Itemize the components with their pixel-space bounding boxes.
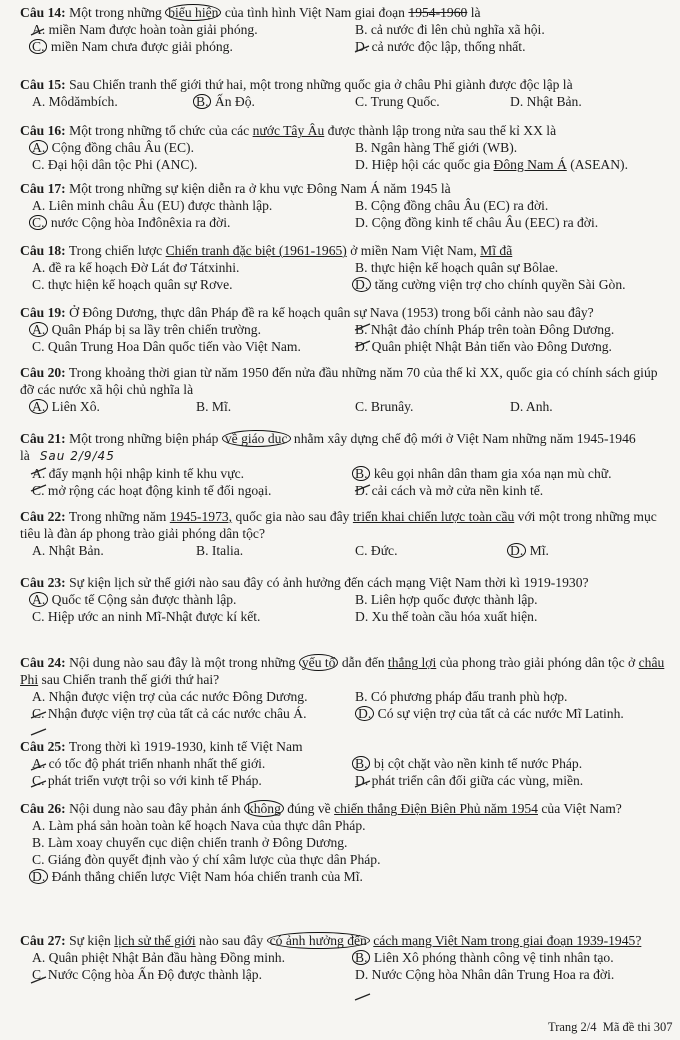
option-d[interactable]: D. Hiệp hội các quốc gia Đông Nam Á (ASEAN). bbox=[355, 157, 628, 172]
question-16: Câu 16: Một trong những tổ chức của các nước Tây Âu được thành lập trong nửa sau thế kỉ XX là A. Cộng đồng châu Âu (EC). B. Ngân hàng Thế giới (WB). C. Đại hội dân tộc Phi (ANC). D. Hiệp hội các quốc gia Đông Nam Á (ASEAN). bbox=[20, 123, 628, 172]
option-d[interactable]: D. Mĩ. bbox=[510, 542, 549, 559]
option-d[interactable]: D. Có sự viện trợ của tất cả các nước Mĩ Latinh. bbox=[358, 705, 624, 722]
page-footer: Trang 2/4 Mã đề thi 307 bbox=[548, 1020, 673, 1034]
option-d[interactable]: D. Nước Cộng hòa Nhân dân Trung Hoa ra đời. bbox=[355, 967, 615, 982]
option-c[interactable]: C. Đại hội dân tộc Phi (ANC). bbox=[32, 157, 198, 172]
option-a[interactable]: A. Nhật Bản. bbox=[32, 543, 104, 558]
option-c[interactable]: C. thực hiện kế hoạch quân sự Rơve. bbox=[32, 277, 233, 292]
option-a[interactable]: A. Cộng đồng châu Âu (EC). bbox=[32, 139, 194, 156]
option-a[interactable]: A. Làm phá sản hoàn toàn kế hoạch Nava của thực dân Pháp. bbox=[32, 818, 366, 833]
strike-mark bbox=[355, 994, 370, 1000]
option-b[interactable]: B. Làm xoay chuyển cục diện chiến tranh ở Đông Dương. bbox=[32, 835, 348, 850]
option-c[interactable]: C. Brunây. bbox=[355, 399, 414, 414]
option-a[interactable]: A. Liên minh châu Âu (EU) được thành lập. bbox=[32, 198, 273, 213]
question-25: Câu 25: Trong thời kì 1919-1930, kinh tế Việt Nam A. có tốc độ phát triển nhanh nhất thế giới. B. bị cột chặt vào nền kinh tế nước Pháp. C. phát triển vượt trội so với kinh tế Pháp. D. phát triển cân đối giữa các vùng, miền. bbox=[20, 739, 584, 788]
question-20: Câu 20: Trong khoảng thời gian từ năm 1950 đến nửa đầu những năm 70 của thế kỉ XX, quốc gia có chính sách giúp đỡ các nước xã hội chủ nghĩa là A. Liên Xô. B. Mĩ. C. Brunây. D. Anh. bbox=[20, 365, 658, 414]
question-27: Câu 27: Sự kiện lịch sử thế giới nào sau đây có ảnh hưởng đến cách mạng Việt Nam trong giai đoạn 1939-1945? A. Quân phiệt Nhật Bản đầu hàng Đồng minh. B. Liên Xô phóng thành công vệ tinh nhân tạo. C. Nước Cộng hòa Ấn Độ được thành lập. D. Nước Cộng hòa Nhân dân Trung Hoa ra đời. bbox=[20, 933, 642, 982]
option-b[interactable]: B. Ấn Độ. bbox=[196, 93, 255, 110]
question-21: Câu 21: Một trong những biện pháp về giáo dục nhằm xây dựng chế độ mới ở Việt Nam những năm 1945-1946 là Sau 2/9/45 A. đẩy mạnh hội nhập kinh tế khu vực. B. kêu gọi nhân dân tham gia xóa nạn mù chữ. C. mở rộng các hoạt động kinh tế đối ngoại. D. cải cách và mở cửa nền kinh tế. bbox=[20, 431, 636, 498]
option-a[interactable]: A. đẩy mạnh hội nhập kinh tế khu vực. bbox=[32, 466, 245, 481]
handwritten-note: Sau 2/9/45 bbox=[39, 449, 115, 463]
question-18: Câu 18: Trong chiến lược Chiến tranh đặc biệt (1961-1965) ở miền Nam Việt Nam, Mĩ đã A. đề ra kế hoạch Đờ Lát đơ Tátxinhi. B. thực hiện kế hoạch quân sự Bôlae. C. thực hiện kế hoạch quân sự Rơve. D. tăng cường viện trợ cho chính quyền Sài Gòn. bbox=[20, 243, 626, 292]
option-c[interactable]: C. Nhận được viện trợ của tất cả các nước châu Á. bbox=[32, 706, 307, 721]
question-23: Câu 23: Sự kiện lịch sử thế giới nào sau đây có ảnh hưởng đến cách mạng Việt Nam thời kì 1919-1930? A. Quốc tế Cộng sản được thành lập. B. Liên hợp quốc được thành lập. C. Hiệp ước an ninh Mĩ-Nhật được kí kết. D. Xu thế toàn cầu hóa xuất hiện. bbox=[20, 575, 589, 624]
option-a[interactable]: A. Liên Xô. bbox=[32, 398, 100, 415]
option-c[interactable]: C. Nước Cộng hòa Ấn Độ được thành lập. bbox=[32, 967, 262, 982]
question-17: Câu 17: Một trong những sự kiện diễn ra ở khu vực Đông Nam Á năm 1945 là A. Liên minh châu Âu (EU) được thành lập. B. Cộng đồng châu Âu (EC) ra đời. C. nước Cộng hòa Inđônêxia ra đời. D. Cộng đồng kinh tế châu Âu (EEC) ra đời. bbox=[20, 181, 599, 230]
option-b[interactable]: B. cả nước đi lên chủ nghĩa xã hội. bbox=[355, 22, 545, 37]
option-c[interactable]: C. Đức. bbox=[355, 543, 398, 558]
option-d[interactable]: D. Cộng đồng kinh tế châu Âu (EEC) ra đời. bbox=[355, 215, 599, 230]
question-26: Câu 26: Nội dung nào sau đây phản ánh không đúng về chiến thắng Điện Biên Phủ năm 1954 của Việt Nam? A. Làm phá sản hoàn toàn kế hoạch Nava của thực dân Pháp. B. Làm xoay chuyển cục diện chiến tranh ở Đông Dương. C. Giáng đòn quyết định vào ý chí xâm lược của thực dân Pháp. D. Đánh thắng chiến lược Việt Nam hóa chiến tranh của Mĩ. bbox=[20, 800, 670, 885]
question-19: Câu 19: Ở Đông Dương, thực dân Pháp đề ra kế hoạch quân sự Nava (1953) trong bối cảnh nào sau đây? A. Quân Pháp bị sa lầy trên chiến trường. B. Nhật đảo chính Pháp trên toàn Đông Dương. C. Quân Trung Hoa Dân quốc tiến vào Việt Nam. D. Quân phiệt Nhật Bản tiến vào Đông Dương. bbox=[20, 305, 615, 354]
option-b[interactable]: B. Italia. bbox=[196, 543, 244, 558]
option-b[interactable]: B. Ngân hàng Thế giới (WB). bbox=[355, 140, 518, 155]
option-c[interactable]: C. Giáng đòn quyết định vào ý chí xâm lược của thực dân Pháp. bbox=[32, 852, 381, 867]
question-15: Câu 15: Sau Chiến tranh thế giới thứ hai, một trong những quốc gia ở châu Phi giành được độc lập là A. Môdămbích. B. Ấn Độ. C. Trung Quốc. D. Nhật Bản. bbox=[20, 77, 582, 109]
option-a[interactable]: A. Quân phiệt Nhật Bản đầu hàng Đồng minh. bbox=[32, 950, 285, 965]
option-d[interactable]: D. cả nước độc lập, thống nhất. bbox=[355, 39, 526, 54]
option-a[interactable]: A. Quốc tế Cộng sản được thành lập. bbox=[32, 591, 236, 608]
option-b[interactable]: B. Mĩ. bbox=[196, 399, 232, 414]
option-b[interactable]: B. kêu gọi nhân dân tham gia xóa nạn mù chữ. bbox=[355, 465, 612, 482]
option-d[interactable]: D. Quân phiệt Nhật Bản tiến vào Đông Dương. bbox=[355, 339, 612, 354]
option-a[interactable]: A. đề ra kế hoạch Đờ Lát đơ Tátxinhi. bbox=[32, 260, 240, 275]
question-22: Câu 22: Trong những năm 1945-1973, quốc gia nào sau đây triển khai chiến lược toàn cầu với một trong những mục tiêu là đàn áp phong trào giải phóng dân tộc? A. Nhật Bản. B. Italia. C. Đức. D. Mĩ. bbox=[20, 509, 657, 558]
strike-mark bbox=[31, 729, 46, 735]
option-b[interactable]: B. Cộng đồng châu Âu (EC) ra đời. bbox=[355, 198, 549, 213]
option-d[interactable]: D. Nhật Bản. bbox=[510, 94, 582, 109]
option-b[interactable]: B. bị cột chặt vào nền kinh tế nước Pháp. bbox=[355, 755, 582, 772]
option-d[interactable]: D. Đánh thắng chiến lược Việt Nam hóa chiến tranh của Mĩ. bbox=[20, 868, 670, 885]
option-c[interactable]: C. nước Cộng hòa Inđônêxia ra đời. bbox=[32, 214, 230, 231]
question-14: Câu 14: Một trong những biểu hiện của tình hình Việt Nam giai đoạn 1954-1960 là A. miền Nam được hoàn toàn giải phóng. B. cả nước đi lên chủ nghĩa xã hội. C. miền Nam chưa được giải phóng. D. cả nước độc lập, thống nhất. bbox=[20, 5, 545, 54]
option-a[interactable]: A. Quân Pháp bị sa lầy trên chiến trường. bbox=[32, 321, 261, 338]
option-a[interactable]: A. miền Nam được hoàn toàn giải phóng. bbox=[32, 22, 258, 37]
question-24: Câu 24: Nội dung nào sau đây là một trong những yếu tố dẫn đến thắng lợi của phong trào giải phóng dân tộc ở châu Phi sau Chiến tranh thế giới thứ hai? A. Nhận được viện trợ của các nước Đông Dương. B. Có phương pháp đấu tranh phù hợp. C. Nhận được viện trợ của tất cả các nước châu Á. D. Có sự viện trợ của tất cả các nước Mĩ Latinh. bbox=[20, 655, 665, 721]
option-d[interactable]: D. phát triển cân đối giữa các vùng, miền. bbox=[355, 773, 584, 788]
option-b[interactable]: B. Liên hợp quốc được thành lập. bbox=[355, 592, 538, 607]
option-a[interactable]: A. có tốc độ phát triển nhanh nhất thế giới. bbox=[32, 756, 266, 771]
option-d[interactable]: D. tăng cường viện trợ cho chính quyền Sài Gòn. bbox=[355, 276, 626, 293]
option-b[interactable]: B. Nhật đảo chính Pháp trên toàn Đông Dương. bbox=[355, 322, 615, 337]
option-d[interactable]: D. cải cách và mở cửa nền kinh tế. bbox=[355, 483, 544, 498]
option-c[interactable]: C. phát triển vượt trội so với kinh tế Pháp. bbox=[32, 773, 262, 788]
option-a[interactable]: A. Nhận được viện trợ của các nước Đông Dương. bbox=[32, 689, 308, 704]
option-c[interactable]: C. Hiệp ước an ninh Mĩ-Nhật được kí kết. bbox=[32, 609, 261, 624]
option-c[interactable]: C. Trung Quốc. bbox=[355, 94, 440, 109]
option-b[interactable]: B. Liên Xô phóng thành công vệ tinh nhân tạo. bbox=[355, 949, 614, 966]
option-d[interactable]: D. Anh. bbox=[510, 399, 553, 414]
option-b[interactable]: B. thực hiện kế hoạch quân sự Bôlae. bbox=[355, 260, 559, 275]
option-c[interactable]: C. Quân Trung Hoa Dân quốc tiến vào Việt Nam. bbox=[32, 339, 301, 354]
option-d[interactable]: D. Xu thế toàn cầu hóa xuất hiện. bbox=[355, 609, 538, 624]
option-b[interactable]: B. Có phương pháp đấu tranh phù hợp. bbox=[355, 689, 568, 704]
question-number: Câu 14: bbox=[20, 5, 66, 20]
option-c[interactable]: C. miền Nam chưa được giải phóng. bbox=[32, 38, 233, 55]
option-c[interactable]: C. mở rộng các hoạt động kinh tế đối ngoại. bbox=[32, 483, 272, 498]
option-a[interactable]: A. Môdămbích. bbox=[32, 94, 118, 109]
